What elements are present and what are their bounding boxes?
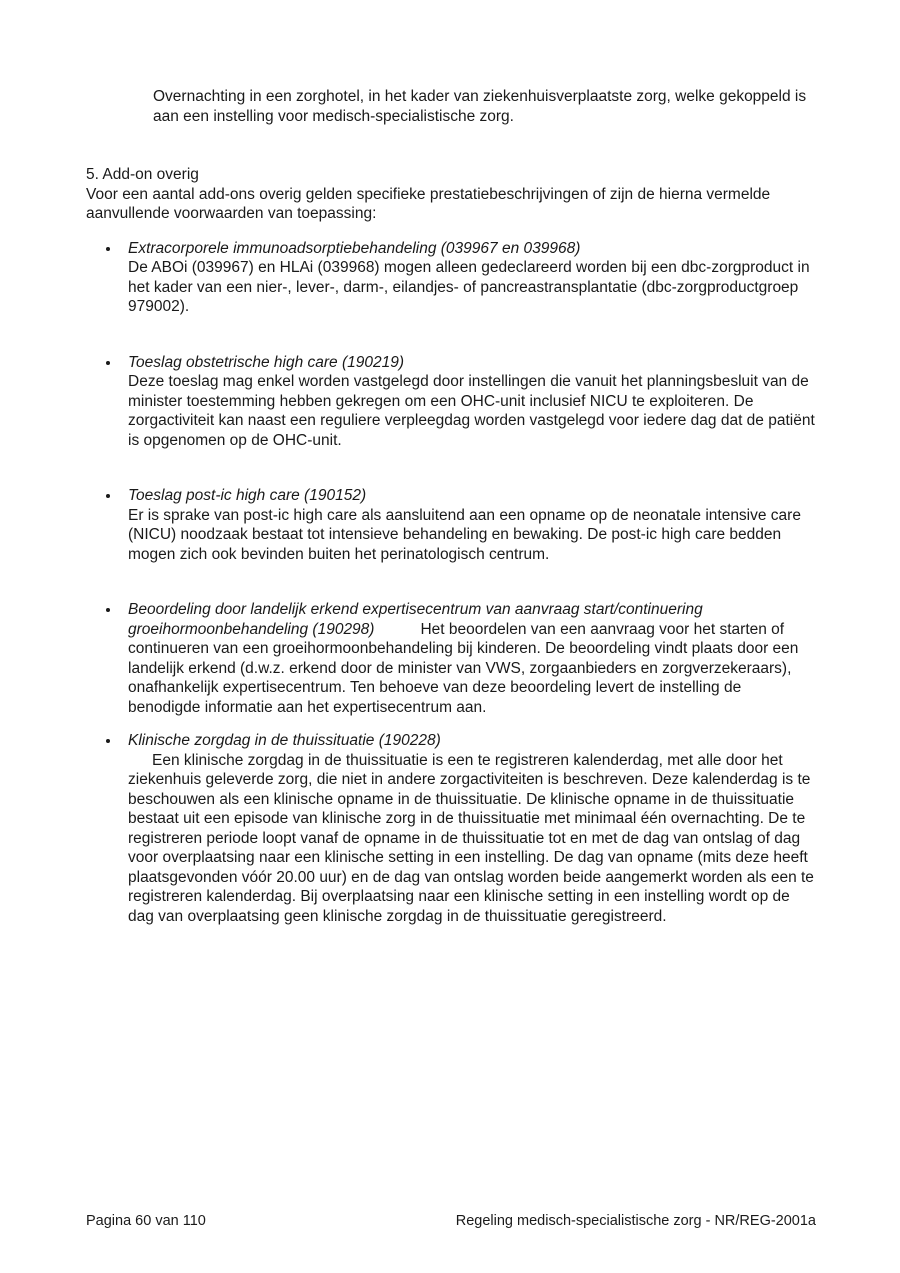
bullet-title: Klinische zorgdag in de thuissituatie (190228) [128,732,441,749]
list-item [86,486,816,564]
intro-paragraph: Overnachting in een zorghotel, in het kader van ziekenhuisverplaatste zorg, welke gekoppeld is aan een instelling voor medisch-specialistische zorg. [153,88,807,125]
bullet-icon [106,494,110,498]
footer-page-number: Pagina 60 van 110 [86,1213,206,1229]
list-item [86,239,816,317]
section-intro-paragraph: Voor een aantal add-ons overig gelden specifieke prestatiebeschrijvingen of zijn de hierna vermelde aanvullende voorwaarden van toepassing: [86,185,771,222]
bullet-icon [106,608,110,612]
list-item [86,600,816,717]
footer-document-title: Regeling medisch-specialistische zorg - NR/REG-2001a [455,1213,816,1229]
bullet-title: Toeslag post-ic high care (190152) [128,487,367,504]
bullet-icon [106,361,110,365]
bullet-title: Toeslag obstetrische high care (190219) [128,353,405,371]
bullet-icon [106,247,110,251]
page-footer [86,1212,816,1230]
bullet-body: Er is sprake van post-ic high care als aansluitend aan een opname op de neonatale intensive care (NICU) noodzaak bestaat tot intensieve behandeling en bewaking. De post-ic high care bedden mogen zich ook bevinden buiten het perinatologisch centrum. [128,506,801,563]
section-heading: 5. Add-on overig [86,166,199,183]
bullet-title: Extracorporele immunoadsorptiebehandeling (039967 en 039968) [128,239,581,257]
bullet-body: Het beoordelen van een aanvraag voor het starten of continueren van een groeihormoonbehandeling bij kinderen. De beoordeling vindt plaats door een landelijk erkend (d.w.z. erkend door de minister van VWS, zorgaanbieders en zorgverzekeraars), onafhankelijk expertisecentrum. Ten behoeve van deze beoordeling levert de instelling de benodigde informatie aan het expertisecentrum aan. [128,620,799,716]
bullet-title: Beoordeling door landelijk erkend expertisecentrum van aanvraag start/continuering groeihormoonbehandeling (190298) [128,601,703,638]
list-item [86,731,816,926]
bullet-body: De ABOi (039967) en HLAi (039968) mogen alleen gedeclareerd worden bij een dbc-zorgproduct in het kader van een nier-, lever-, darm-, eilandjes- of pancreastransplantatie (dbc-zorgproductgroep 979002). [128,259,810,315]
bullet-icon [106,739,110,743]
list-item [86,353,816,451]
document-content [86,87,816,926]
bullet-body: Deze toeslag mag enkel worden vastgelegd door instellingen die vanuit het planningsbesluit van de minister toestemming hebben gekregen om een OHC-unit inclusief NICU te exploiteren. De zorgactiviteit kan naast een reguliere verpleegdag worden vastgelegd voor iedere dag dat de patiënt is opgenomen op de OHC-unit. [128,373,815,449]
add-on-list [86,239,816,927]
bullet-body: Een klinische zorgdag in de thuissituatie is een te registreren kalenderdag, met alle door het ziekenhuis geleverde zorg, die niet in andere zorgactiviteiten is beschreven. Deze kalenderdag is te beschouwen als een klinische opname in de thuissituatie. De klinische opname in de thuissituatie bestaat uit een episode van klinische zorg in de thuissituatie met minimaal één overnachting. De te registreren periode loopt vanaf de opname in de thuissituatie tot en met de dag van ontslag of dag voor overplaatsing naar een klinische setting in een instelling. De dag van opname (mits deze heeft plaatsgevonden vóór 20.00 uur) en de dag van ontslag worden beide aangemerkt worden als een te registreren kalenderdag. Bij overplaatsing naar een klinische setting in een instelling wordt op de dag van overplaatsing geen klinische zorgdag in de thuissituatie geregistreerd. [128,751,814,925]
